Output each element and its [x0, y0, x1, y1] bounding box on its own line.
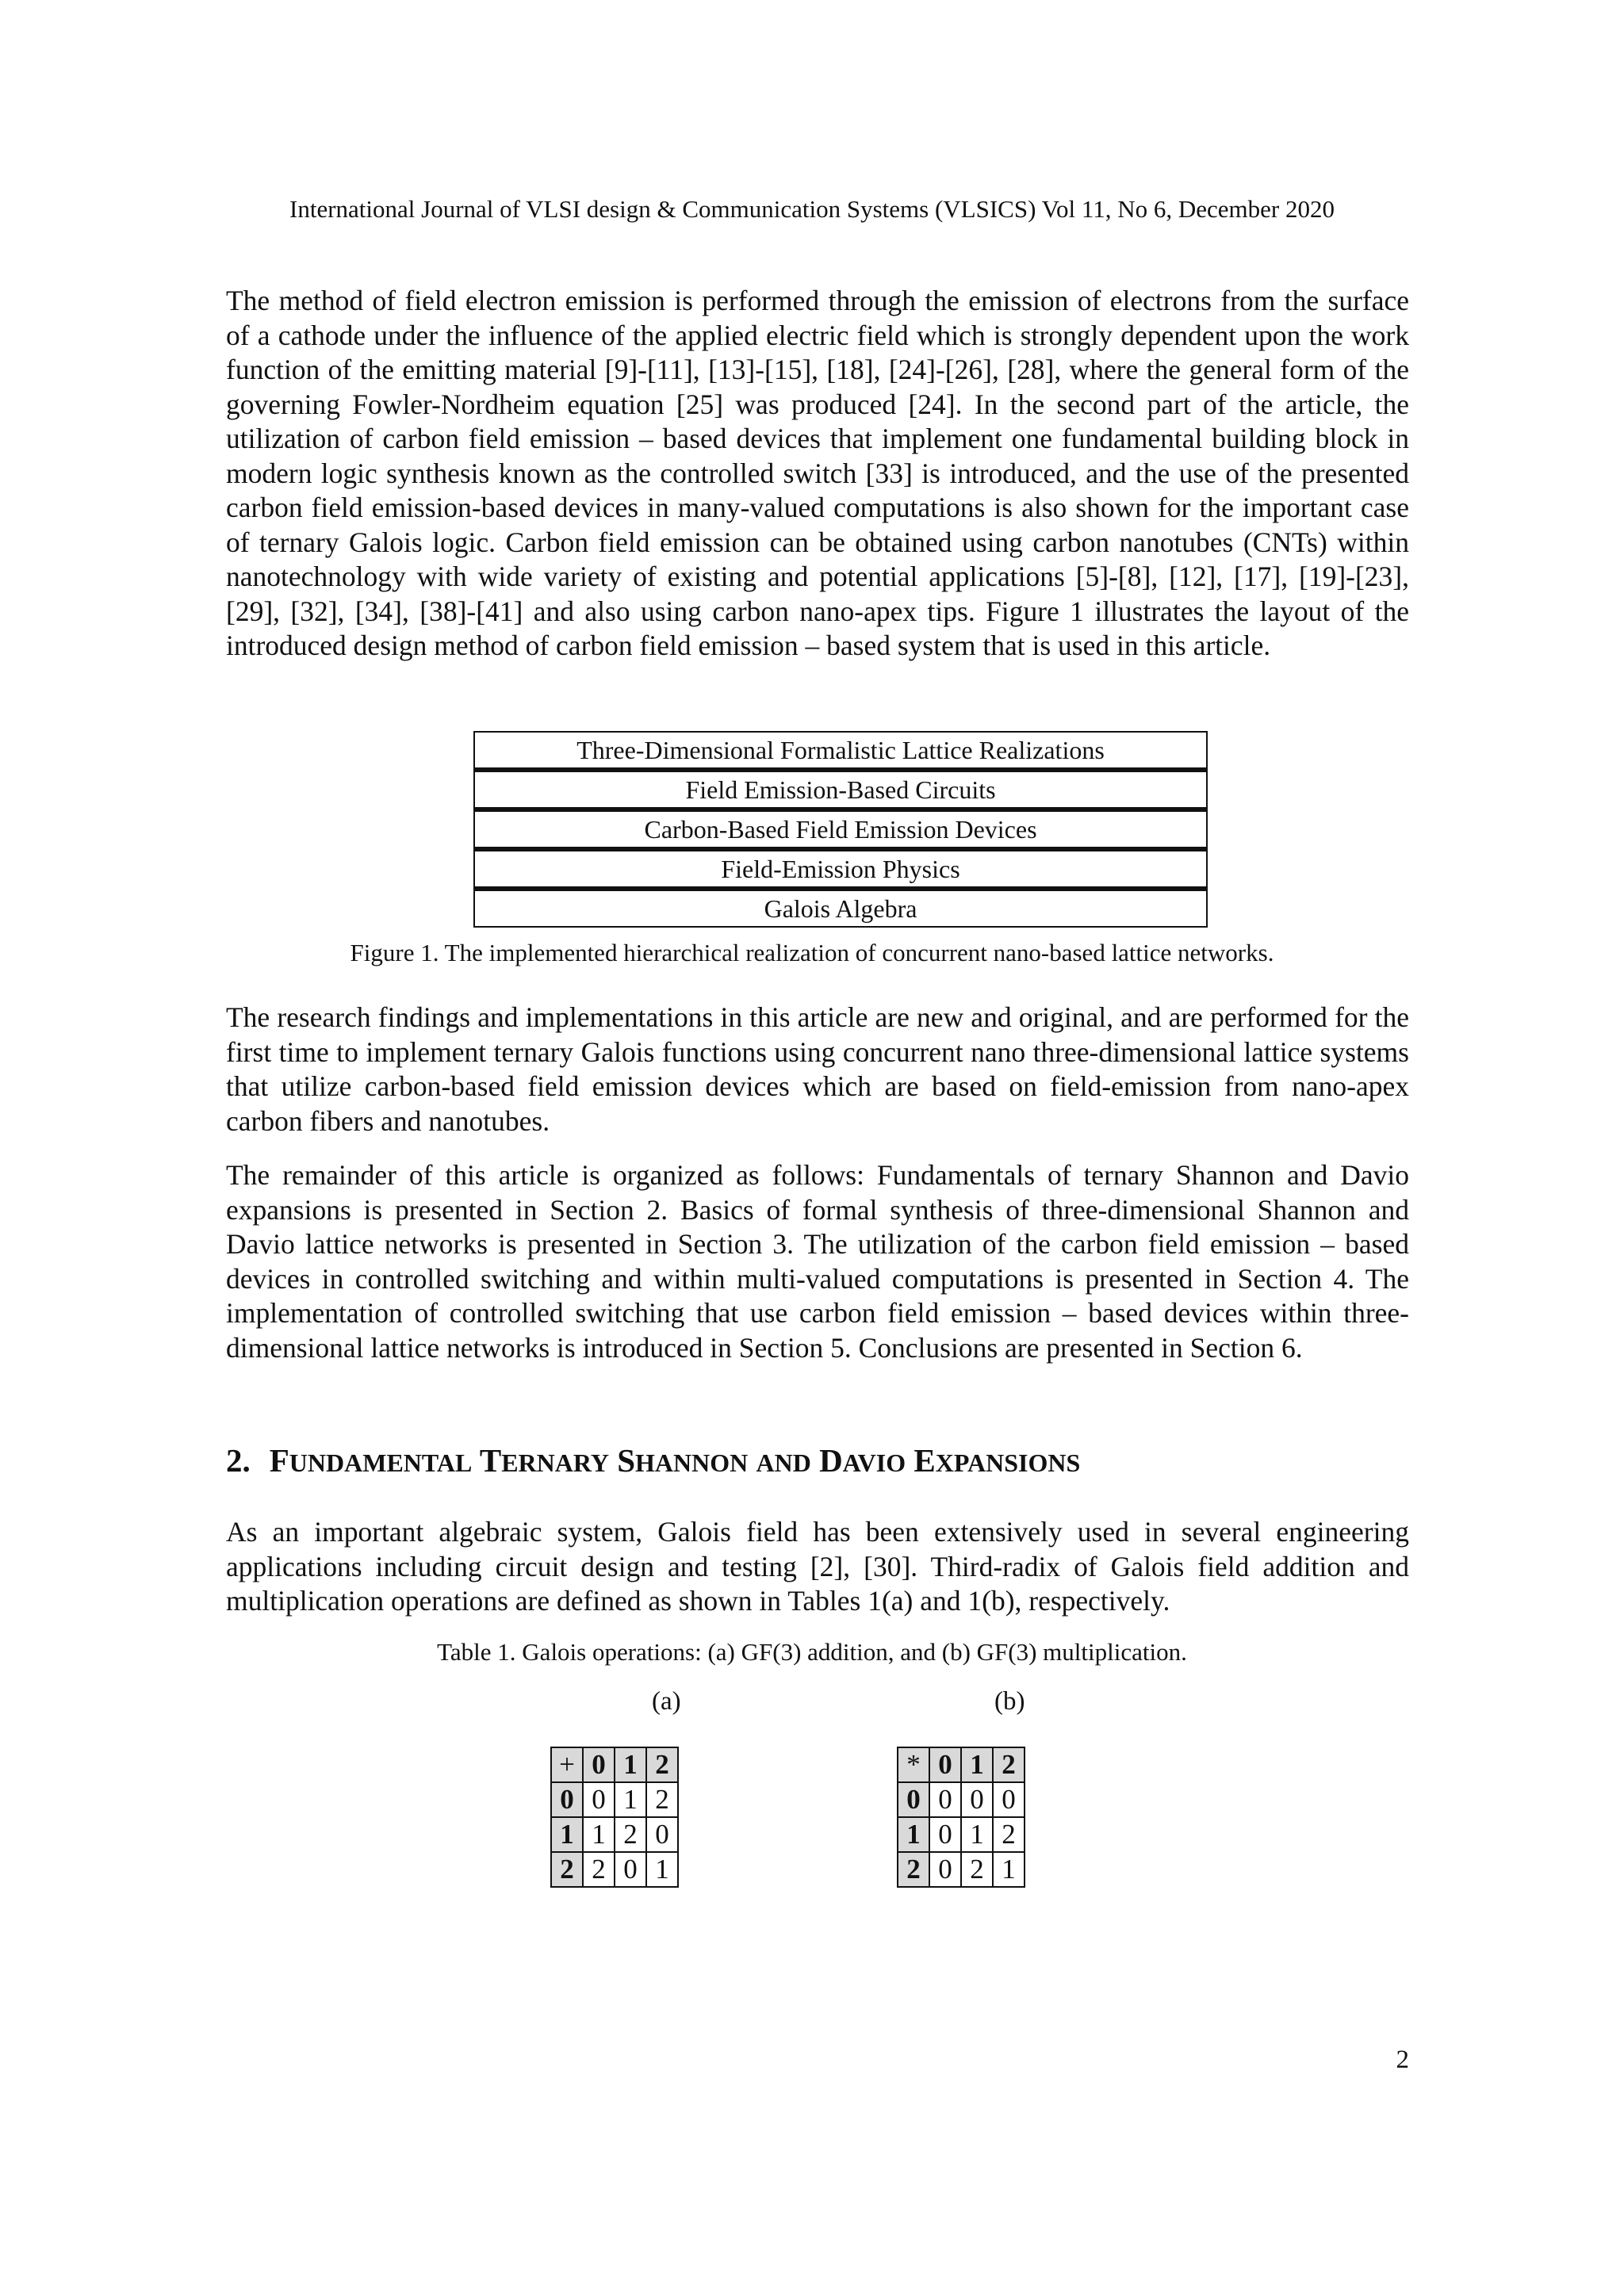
col-header: 1 [615, 1747, 646, 1782]
table-cell: 1 [993, 1852, 1025, 1887]
table-b-label: (b) [994, 1687, 1025, 1716]
table-cell: 0 [615, 1852, 646, 1887]
table-cell: 0 [929, 1782, 961, 1817]
table-cell: 1 [615, 1782, 646, 1817]
figure-1-caption: Figure 1. The implemented hierarchical realization of concurrent nano-based lattice networks. [350, 939, 1274, 966]
section-2-title: 2. FUNDAMENTAL TERNARY SHANNON AND DAVIO EXPANSIONS [226, 1442, 1081, 1479]
table-cell: 2 [961, 1852, 993, 1887]
gf3-multiplication-table [897, 1747, 1025, 1888]
paragraph-findings: The research findings and implementations in this article are new and original, and are performed for the first time to implement ternary Galois functions using concurrent nano three-dimensional lattice systems that utilize carbon-based field emission devices which are based on field-emission from nano-apex carbon fibers and nanotubes. [226, 1001, 1409, 1137]
row-header: 1 [898, 1817, 929, 1852]
paragraph-intro: The method of field electron emission is performed through the emission of electrons from the surface of a cathode under the influence of the applied electric field which is strongly dependent upon the work function of the emitting material [9]-[11], [13]-[15], [18], [24]-[26], [28], where the general form of the governing Fowler-Nordheim equation [25] was produced [24]. In the second part of the article, the utilization of carbon field emission – based devices that implement one fundamental building block in modern logic synthesis known as the controlled switch [33] is introduced, and the use of the presented carbon field emission-based devices in many-valued computations is also shown for the important case of ternary Galois logic. Carbon field emission can be obtained using carbon nanotubes (CNTs) within nanotechnology with wide variety of existing and potential applications [5]-[8], [12], [17], [19]-[23], [29], [32], [34], [38]-[41] and also using carbon nano-apex tips. Figure 1 illustrates the layout of the introduced design method of carbon field emission – based system that is used in this article. [226, 285, 1409, 661]
section-number: 2. [226, 1442, 251, 1479]
row-header: 2 [551, 1852, 583, 1887]
table-cell: 0 [929, 1852, 961, 1887]
table-1-caption: Table 1. Galois operations: (a) GF(3) addition, and (b) GF(3) multiplication. [437, 1638, 1187, 1666]
table-cell: 2 [993, 1817, 1025, 1852]
row-header: 1 [551, 1817, 583, 1852]
journal-header: International Journal of VLSI design & Communication Systems (VLSICS) Vol 11, No 6, December 2020 [289, 195, 1335, 223]
table-op: * [898, 1747, 929, 1782]
col-header: 0 [583, 1747, 615, 1782]
table-cell: 0 [583, 1782, 615, 1817]
table-op: + [551, 1747, 583, 1782]
col-header: 0 [929, 1747, 961, 1782]
table-cell: 0 [993, 1782, 1025, 1817]
col-header: 2 [993, 1747, 1025, 1782]
table-cell: 1 [583, 1817, 615, 1852]
table-cell: 0 [646, 1817, 678, 1852]
table-cell: 2 [646, 1782, 678, 1817]
figure-layer: Three-Dimensional Formalistic Lattice Realizations [475, 733, 1206, 772]
row-header: 0 [898, 1782, 929, 1817]
col-header: 1 [961, 1747, 993, 1782]
page-number: 2 [1396, 2045, 1409, 2074]
table-cell: 1 [961, 1817, 993, 1852]
figure-layer: Carbon-Based Field Emission Devices [475, 812, 1206, 851]
col-header: 2 [646, 1747, 678, 1782]
row-header: 2 [898, 1852, 929, 1887]
figure-layer: Field Emission-Based Circuits [475, 772, 1206, 812]
table-cell: 1 [646, 1852, 678, 1887]
figure-layer: Field-Emission Physics [475, 851, 1206, 891]
row-header: 0 [551, 1782, 583, 1817]
table-cell: 2 [615, 1817, 646, 1852]
figure-layer: Galois Algebra [764, 894, 917, 923]
table-cell: 0 [929, 1817, 961, 1852]
table-a-label: (a) [652, 1687, 681, 1716]
table-cell: 2 [583, 1852, 615, 1887]
gf3-addition-table [550, 1747, 679, 1888]
paragraph-galois: As an important algebraic system, Galois field has been extensively used in several engineering applications including circuit design and testing [2], [30]. Third-radix of Galois field addition and multiplication operations are defined as shown in Tables 1(a) and 1(b), respectively. [226, 1516, 1409, 1617]
table-cell: 0 [961, 1782, 993, 1817]
figure-1-hierarchy [473, 731, 1208, 928]
paragraph-organization: The remainder of this article is organized as follows: Fundamentals of ternary Shannon and Davio expansions is presented in Section 2. Basics of formal synthesis of three-dimensional Shannon and Davio lattice networks is presented in Section 3. The utilization of the carbon field emission – based devices in controlled switching and within multi-valued computations is presented in Section 4. The implementation of controlled switching that use carbon field emission – based devices within three-dimensional lattice networks is introduced in Section 5. Conclusions are presented in Section 6. [226, 1159, 1409, 1364]
